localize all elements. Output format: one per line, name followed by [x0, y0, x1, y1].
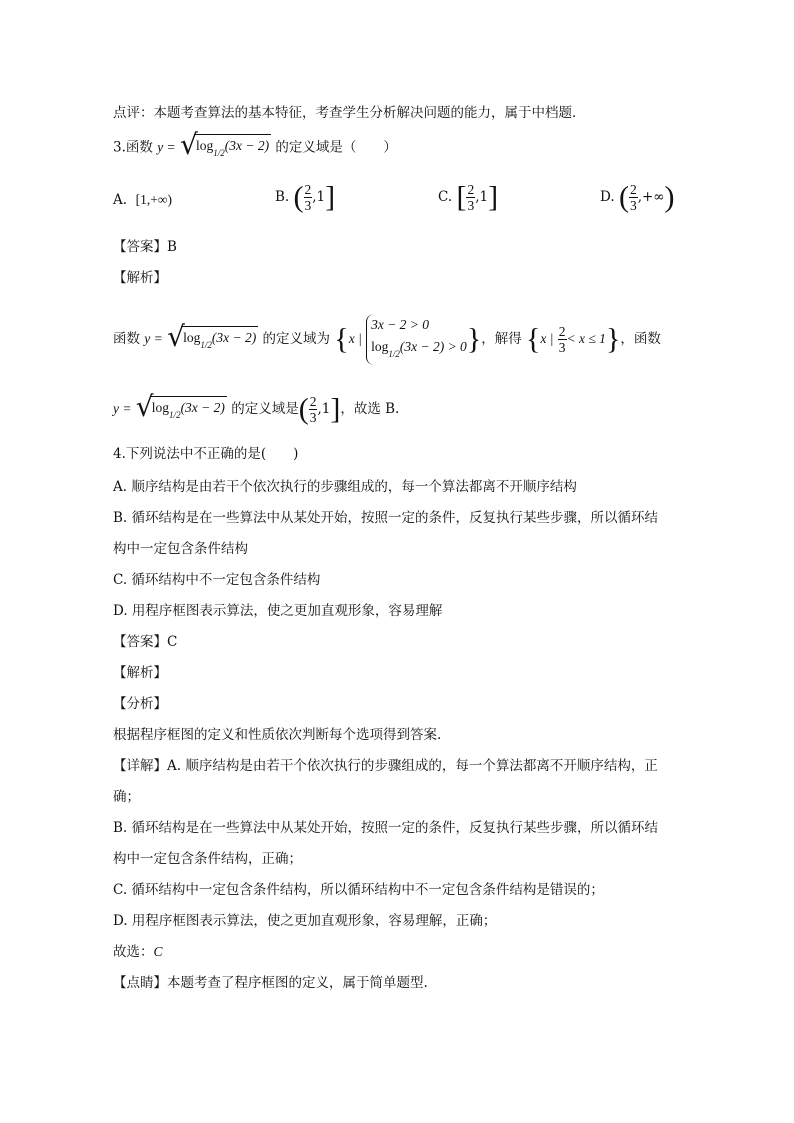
q3-analysis-heading: 【解析】 — [113, 270, 167, 286]
q4-detail-line-5: C. 循环结构中一定包含条件结构，所以循环结构中不一定包含条件结构是错误的； — [113, 882, 604, 898]
q4-detail-line-4: 构中一定包含条件结构，正确； — [113, 851, 302, 867]
q3-suffix: 的定义域是（ ） — [275, 139, 397, 156]
q3-stem — [113, 128, 397, 162]
q3-option-a: A. [1,+∞) — [113, 192, 172, 208]
q4-option-b-line1: B. 循环结构是在一些算法中从某处开始，按照一定的条件，反复执行某些步骤，所以循环结 — [113, 510, 659, 526]
q4-option-a: A. 顺序结构是由若干个依次执行的步骤组成的，每一个算法都离不开顺序结构 — [113, 479, 577, 495]
q3-answer: 【答案】B — [113, 239, 177, 255]
q4-detail-line-1: 【详解】A. 顺序结构是由若干个依次执行的步骤组成的，每一个算法都离不开顺序结构，正 — [113, 758, 658, 774]
q4-stem: 4.下列说法中不正确的是( ) — [113, 446, 299, 462]
q3-solution-line-2: y = √ $\log_{1/2}(3x - 2)$ 的定义域是( $\frac{2}{3}$ ,1]，故选 B. — [113, 389, 400, 426]
q3-solution-line-1: 函数 y = √ $\log_{1/2}(3x - 2)$ 的定义域为 {x | 3x − 2 > 0 $\log_{1/2}(3x - 2) > 0$ }，解得 {x | $\frac{2}{3}$ < x ≤ 1}，函数 — [113, 314, 661, 365]
q3-sqrt: √ $\log_{1/2}(3x - 2)$ — [179, 128, 270, 161]
q4-detail-line-2: 确； — [113, 789, 140, 805]
q3-prefix: 3.函数 — [113, 139, 153, 156]
q4-fenxi-text: 根据程序框图的定义和性质依次判断每个选项得到答案. — [113, 727, 442, 743]
q4-analysis-heading: 【解析】 — [113, 665, 167, 681]
q4-option-b-line2: 构中一定包含条件结构 — [113, 541, 248, 557]
q3-option-c: C. [ $\frac{2}{3}$ ,1] — [438, 180, 499, 214]
q4-option-d: D. 用程序框图表示算法，使之更加直观形象，容易理解 — [113, 603, 443, 619]
q4-detail-line-6: D. 用程序框图表示算法，使之更加直观形象，容易理解，正确； — [113, 913, 497, 929]
q4-dianjing: 【点睛】本题考查了程序框图的定义，属于简单题型. — [113, 975, 428, 991]
q4-option-c: C. 循环结构中不一定包含条件结构 — [113, 572, 321, 588]
q4-detail-line-3: B. 循环结构是在一些算法中从某处开始，按照一定的条件，反复执行某些步骤，所以循环结 — [113, 820, 659, 836]
q4-choose: 故选：C — [113, 944, 163, 960]
q4-fenxi-heading: 【分析】 — [113, 696, 167, 712]
q3-option-d: D. ( $\frac{2}{3}$ ,+∞) — [600, 180, 675, 214]
q3-option-b: B. ( $\frac{2}{3}$ ,1] — [275, 180, 336, 214]
q3-inequality-system: 3x − 2 > 0 $\log_{1/2}(3x - 2) > 0$ — [366, 314, 467, 365]
q4-answer: 【答案】C — [113, 634, 178, 650]
q3-y: y = — [157, 139, 176, 155]
comment-line: 点评：本题考查算法的基本特征，考查学生分析解决问题的能力，属于中档题． — [113, 105, 586, 121]
